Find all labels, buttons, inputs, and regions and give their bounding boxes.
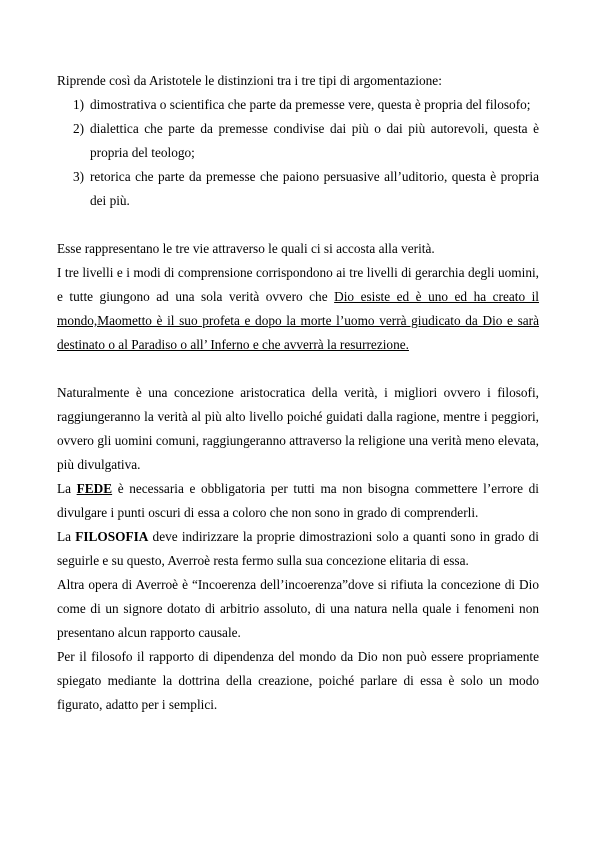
levels-text: I tre livelli e i modi di comprensione corrispondono ai tre livelli di gerarchia degli uomini, e tutte giungono ad una sola verità ovvero che (57, 265, 539, 304)
list-item (73, 165, 539, 213)
filosofia-text: deve indirizzare la proprie dimostrazioni solo a quanti sono in grado di seguirle e su questo, Averroè resta fermo sulla sua concezione elitaria di essa. (57, 529, 539, 568)
underlined-truth-part-2: mondo,Maometto è il suo profeta e dopo la morte l’uomo verrà giudicato da Dio e sarà destinato o al Paradiso o all’ Inferno e che avverrà la resurrezione. (57, 313, 539, 352)
filosofia-prefix: La (57, 529, 76, 544)
paragraph-spacer (57, 213, 539, 237)
paragraph-spacer (57, 357, 539, 381)
list-number: 3) (73, 169, 85, 184)
argumentation-list (57, 93, 539, 213)
paragraph-creazione: Per il filosofo il rapporto di dipendenza del mondo da Dio non può essere propriamente spiegato mediante la dottrina della creazione, poiché parlare di essa è solo un modo figurato, adatto per i semplici. (57, 649, 539, 712)
paragraph-filosofia (57, 525, 539, 573)
list-item (73, 93, 539, 117)
paragraph-aristocratic: Naturalmente è una concezione aristocratica della verità, i migliori ovvero i filosofi, raggiungeranno la verità al più alto livello poiché guidati dalla ragione, mentre i peggiori, ovvero gli uomini comuni, raggiungeranno attraverso la religione una verità meno elevata, più divulgativa. (57, 385, 539, 472)
document-body (57, 69, 539, 717)
list-number: 1) (73, 97, 85, 112)
intro-paragraph: Riprende così da Aristotele le distinzioni tra i tre tipi di argomentazione: (57, 73, 442, 88)
paragraph-fede (57, 477, 539, 525)
fede-keyword: FEDE (76, 481, 113, 496)
fede-text: è necessaria e obbligatoria per tutti ma non bisogna commettere l’errore di divulgare i punti oscuri di essa a coloro che non sono in grado di comprenderli. (57, 481, 539, 520)
list-text: dimostrativa o scientifica che parte da premesse vere, questa è propria del filosofo; (90, 97, 531, 112)
underlined-truth-part-1: Dio esiste ed è uno ed ha creato il (334, 289, 540, 304)
paragraph-levels (57, 261, 539, 357)
paragraph-three-ways: Esse rappresentano le tre vie attraverso le quali ci si accosta alla verità. (57, 241, 435, 256)
paragraph-incoerenza: Altra opera di Averroè è “Incoerenza dell’incoerenza”dove si rifiuta la concezione di Dio come di un signore dotato di arbitrio assoluto, di una natura nella quale i fenomeni non presentano alcun rapporto causale. (57, 577, 539, 640)
list-text: dialettica che parte da premesse condivise dai più o dai più autorevoli, questa è propria del teologo; (90, 121, 539, 160)
list-item (73, 117, 539, 165)
list-number: 2) (73, 121, 85, 136)
list-text: retorica che parte da premesse che paiono persuasive all’uditorio, questa è propria dei più. (90, 169, 539, 208)
filosofia-keyword: FILOSOFIA (75, 529, 149, 544)
fede-prefix: La (57, 481, 77, 496)
